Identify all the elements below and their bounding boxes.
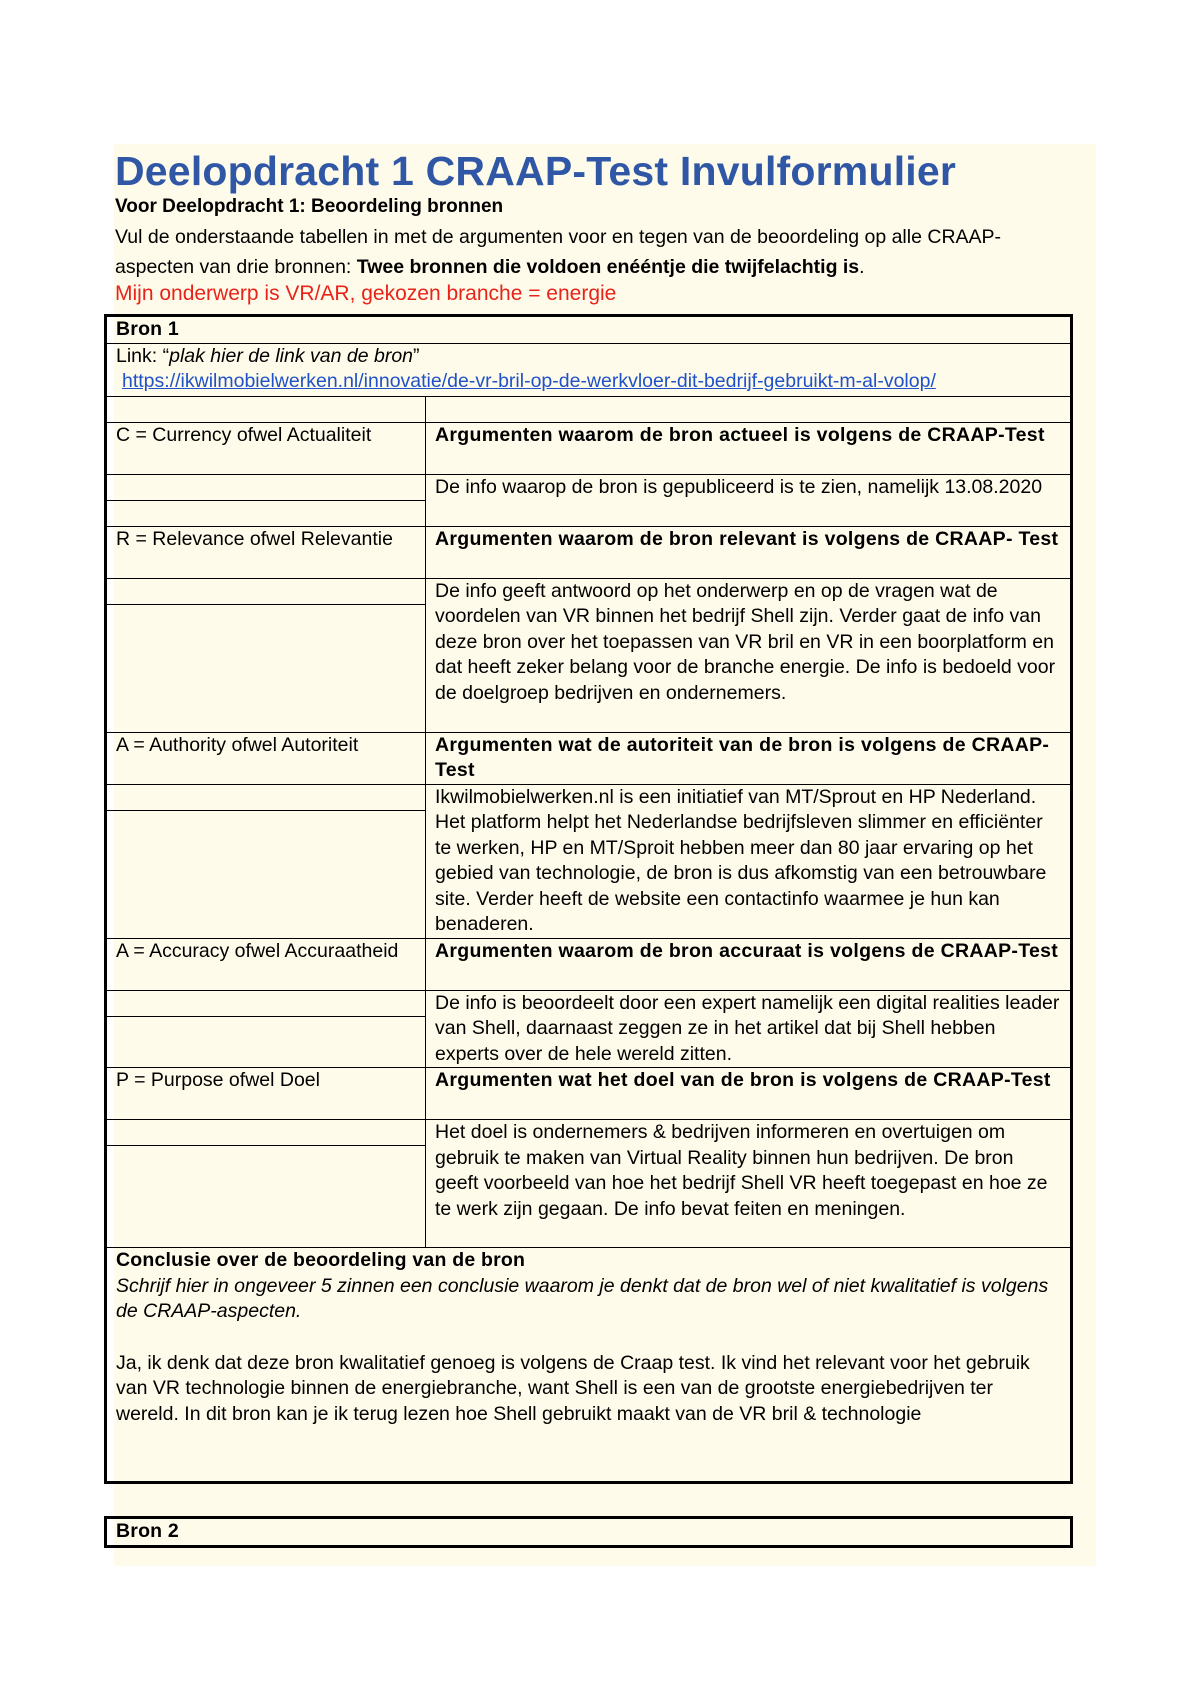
bron1-link-url[interactable]: https://ikwilmobielwerken.nl/innovatie/de-vr-bril-op-de-werkvloer-dit-bedrijf-gebruikt-m-al-volop/ <box>122 370 936 392</box>
aspect-accuracy-label: A = Accuracy ofwel Accuraatheid <box>106 938 426 990</box>
aspect-purpose-input-cell[interactable] <box>106 1146 426 1248</box>
conclusion-cell[interactable] <box>106 1248 1072 1483</box>
aspect-authority-input-cell[interactable] <box>106 784 426 810</box>
link-placeholder: plak hier de link van de bron <box>169 344 414 367</box>
aspect-relevance-answer[interactable]: De info geeft antwoord op het onderwerp en op de vragen wat de voordelen van VR binnen het bedrijf Shell zijn. Verder gaat de info van deze bron over het toepassen van VR bril en VR in een boorplatform en dat heeft zeker belang voor de branche energie. De info is bedoeld voor de doelgroep bedrijven en ondernemers. <box>426 578 1072 732</box>
aspect-relevance-input-cell[interactable] <box>106 604 426 732</box>
empty-cell[interactable] <box>426 396 1072 422</box>
bron2-table <box>104 1516 1073 1548</box>
aspect-purpose-label: P = Purpose ofwel Doel <box>106 1068 426 1120</box>
link-suffix: ” <box>413 344 420 367</box>
aspect-purpose-answer[interactable]: Het doel is ondernemers & bedrijven informeren en overtuigen om gebruik te maken van Virtual Reality binnen hun bedrijven. De bron geeft voorbeeld van hoe het bedrijf Shell VR heeft toegepast en hoe ze te werk zijn gegaan. De info bevat feiten en meningen. <box>426 1120 1072 1248</box>
aspect-relevance-input-cell[interactable] <box>106 578 426 604</box>
conclusion-text: Ja, ik denk dat deze bron kwalitatief genoeg is volgens de Craap test. Ik vind het relevant voor het gebruik van VR technologie binnen de energiebranche, want Shell is een van de grootste energiebedrijven ter wereld. In dit bron kan je ik terug lezen hoe Shell gebruikt maakt van de VR bril & technologie <box>116 1351 1030 1425</box>
aspect-currency-input-cell[interactable] <box>106 500 426 526</box>
aspect-purpose-input-cell[interactable] <box>106 1120 426 1146</box>
conclusion-instruction: Schrijf hier in ongeveer 5 zinnen een conclusie waarom je denkt dat de bron wel of niet kwalitatief is volgens de CRAAP-aspecten. <box>116 1274 1049 1322</box>
document-title: Deelopdracht 1 CRAAP-Test Invulformulier <box>115 148 957 194</box>
aspect-currency-input-cell[interactable] <box>106 474 426 500</box>
link-prefix: Link: “ <box>116 344 170 367</box>
aspect-purpose-question: Argumenten wat het doel van de bron is volgens de CRAAP-Test <box>426 1068 1072 1120</box>
conclusion-header: Conclusie over de beoordeling van de bron <box>116 1249 526 1271</box>
topic-line: Mijn onderwerp is VR/AR, gekozen branche = energie <box>115 282 617 305</box>
aspect-accuracy-question: Argumenten waarom de bron accuraat is volgens de CRAAP-Test <box>426 938 1072 990</box>
aspect-accuracy-input-cell[interactable] <box>106 1017 426 1068</box>
aspect-relevance-label: R = Relevance ofwel Relevantie <box>106 526 426 578</box>
bron1-table <box>104 314 1073 1484</box>
intro-bold-text: Twee bronnen die voldoen enééntje die twijfelachtig is <box>356 256 860 278</box>
document-subtitle: Voor Deelopdracht 1: Beoordeling bronnen <box>115 196 504 217</box>
aspect-currency-answer[interactable]: De info waarop de bron is gepubliceerd is te zien, namelijk 13.08.2020 <box>426 474 1072 526</box>
aspect-currency-label: C = Currency ofwel Actualiteit <box>106 422 426 474</box>
aspect-authority-question: Argumenten wat de autoriteit van de bron is volgens de CRAAP-Test <box>426 732 1072 784</box>
aspect-currency-question: Argumenten waarom de bron actueel is volgens de CRAAP-Test <box>426 422 1072 474</box>
aspect-accuracy-input-cell[interactable] <box>106 990 426 1017</box>
aspect-accuracy-answer[interactable]: De info is beoordeelt door een expert namelijk een digital realities leader van Shell, daarnaast zeggen ze in het artikel dat bij Shell hebben experts over de hele wereld zitten. <box>426 990 1072 1068</box>
aspect-authority-input-cell[interactable] <box>106 810 426 938</box>
empty-cell[interactable] <box>106 396 426 422</box>
bron1-link-cell[interactable] <box>106 343 1072 396</box>
aspect-authority-label: A = Authority ofwel Autoriteit <box>106 732 426 784</box>
intro-end: . <box>859 256 865 278</box>
intro-text: Vul de onderstaande tabellen in met de argumenten voor en tegen van de beoordeling op alle CRAAP-aspecten van drie bronnen: <box>115 226 1002 278</box>
aspect-relevance-question: Argumenten waarom de bron relevant is volgens de CRAAP- Test <box>426 526 1072 578</box>
intro-paragraph <box>115 222 1075 282</box>
link-label <box>116 344 1061 370</box>
bron2-header: Bron 2 <box>106 1518 1072 1547</box>
aspect-authority-answer[interactable]: Ikwilmobielwerken.nl is een initiatief van MT/Sprout en HP Nederland. Het platform helpt het Nederlandse bedrijfsleven slimmer en efficiënter te werken, HP en MT/Sproit hebben meer dan 80 jaar ervaring op het gebied van technologie, de bron is dus afkomstig van een betrouwbare site. Verder heeft de website een contactinfo waarmee je hun kan benaderen. <box>426 784 1072 938</box>
bron1-header: Bron 1 <box>106 316 1072 344</box>
